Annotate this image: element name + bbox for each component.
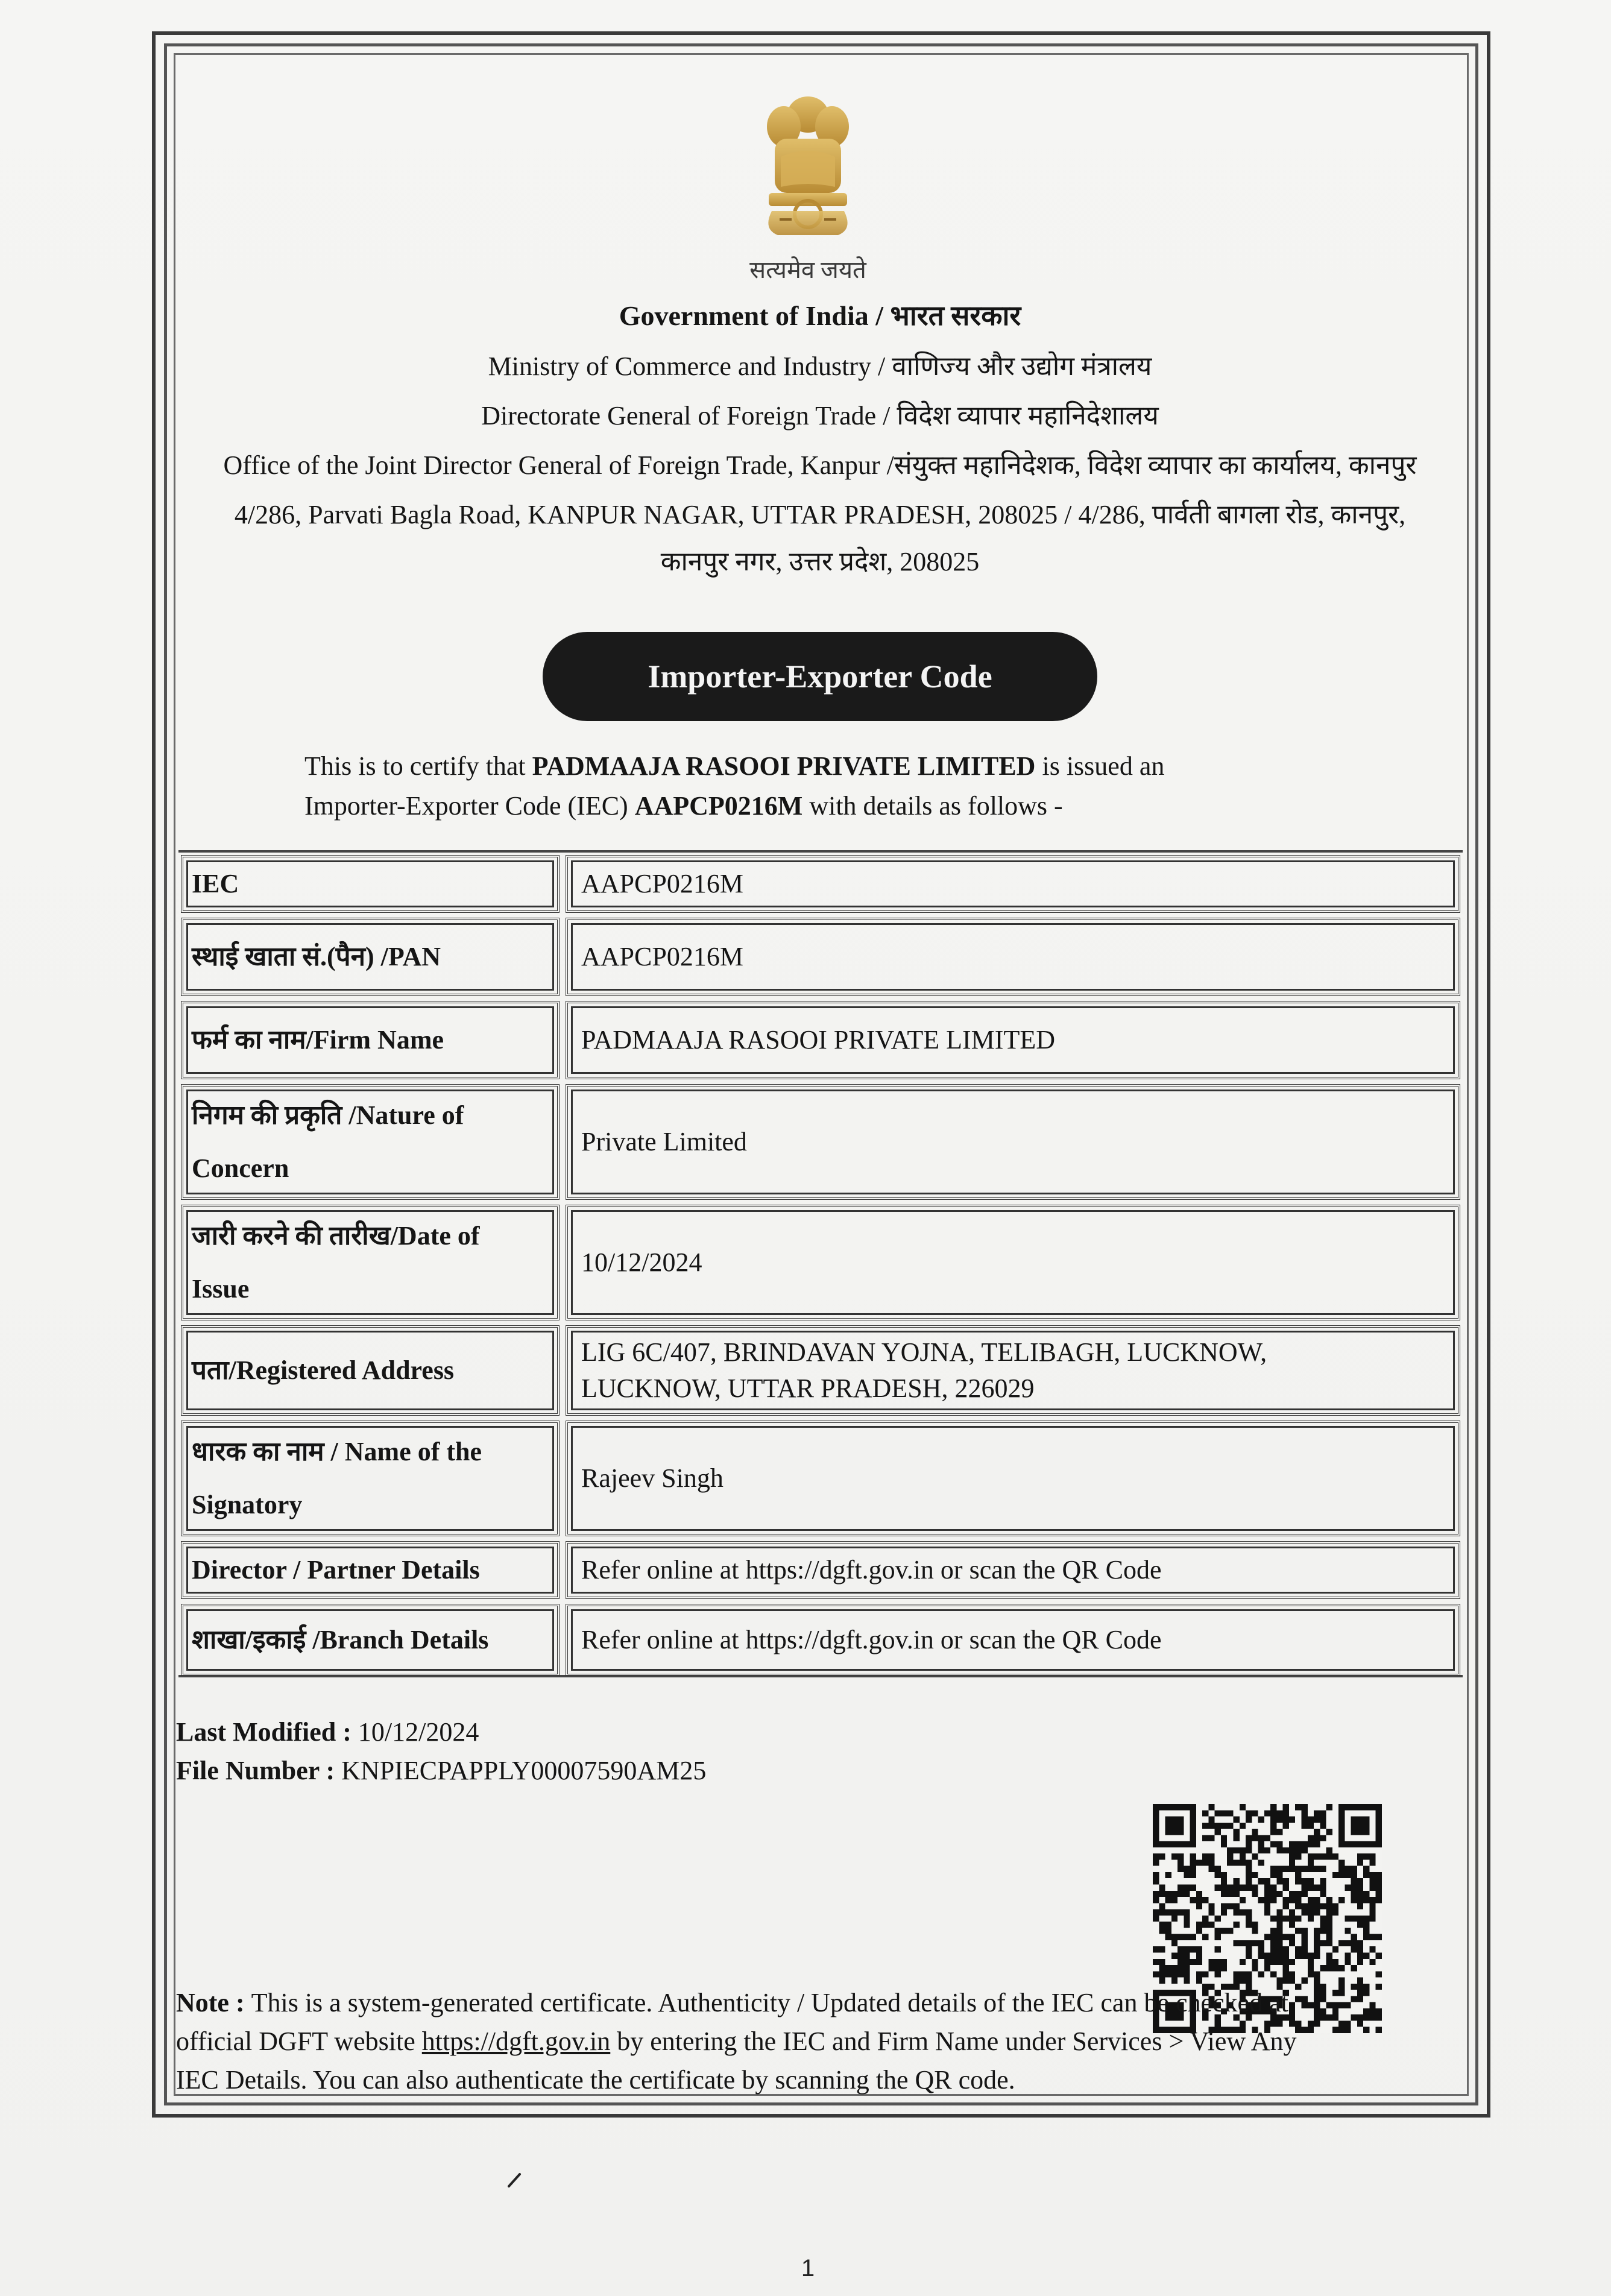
row-value: Refer online at https://dgft.gov.in or scan the QR Code — [566, 1541, 1460, 1599]
row-label: Director / Partner Details — [181, 1541, 560, 1599]
note-block: Note : This is a system-generated certificate. Authenticity / Updated details of the IEC can be checked at official DGFT website https://dgft.gov.in by entering the IEC and Firm Name under Services > View Any IEC Details. You can also authenticate the certificate by scanning the QR code. — [176, 1988, 1297, 2095]
table-row-pan — [181, 918, 1460, 996]
table-row-signatory — [181, 1421, 1460, 1536]
row-label: IEC — [181, 855, 560, 913]
row-value: 10/12/2024 — [566, 1205, 1460, 1320]
directorate-heading: Directorate General of Foreign Trade / विदेश व्यापार महानिदेशालय — [481, 401, 1159, 430]
office-address-line1: 4/286, Parvati Bagla Road, KANPUR NAGAR, UTTAR PRADESH, 208025 / 4/286, पार्वती बागला रोड, कानपुर, — [234, 500, 1406, 529]
certified-firm-name: PADMAAJA RASOOI PRIVATE LIMITED — [532, 751, 1036, 781]
ministry-heading: Ministry of Commerce and Industry / वाणिज्य और उद्योग मंत्रालय — [488, 352, 1152, 381]
row-value: Refer online at https://dgft.gov.in or scan the QR Code — [566, 1604, 1460, 1676]
pen-mark-icon — [506, 2171, 525, 2189]
row-label: जारी करने की तारीख/Date of Issue — [181, 1205, 560, 1320]
office-address-line2: कानपुर नगर, उत्तर प्रदेश, 208025 — [660, 547, 980, 576]
table-row-date-of-issue — [181, 1205, 1460, 1320]
table-row-nature-of-concern — [181, 1084, 1460, 1200]
last-modified: Last Modified : 10/12/2024 — [176, 1717, 479, 1747]
office-heading: Office of the Joint Director General of Foreign Trade, Kanpur /संयुक्त महानिदेशक, विदेश व्यापार का कार्यालय, कानपुर — [223, 450, 1417, 480]
government-heading: Government of India / भारत सरकार — [619, 300, 1021, 331]
table-row-registered-address — [181, 1325, 1460, 1416]
row-value: Rajeev Singh — [566, 1421, 1460, 1536]
row-label: फर्म का नाम/Firm Name — [181, 1001, 560, 1079]
row-value: Private Limited — [566, 1084, 1460, 1200]
certified-iec: AAPCP0216M — [634, 791, 803, 821]
row-value: PADMAAJA RASOOI PRIVATE LIMITED — [566, 1001, 1460, 1079]
dgft-website-link[interactable]: https://dgft.gov.in — [421, 2026, 611, 2056]
row-label: पता/Registered Address — [181, 1325, 560, 1416]
row-value: LIG 6C/407, BRINDAVAN YOJNA, TELIBAGH, LUCKNOW, LUCKNOW, UTTAR PRADESH, 226029 — [566, 1325, 1460, 1416]
row-value: AAPCP0216M — [566, 855, 1460, 913]
row-label: शाखा/इकाई /Branch Details — [181, 1604, 560, 1676]
file-number: File Number : KNPIECPAPPLY00007590AM25 — [176, 1756, 707, 1785]
table-row-branch-details — [181, 1604, 1460, 1676]
row-label: स्थाई खाता सं.(पैन) /PAN — [181, 918, 560, 996]
table-row-director-details — [181, 1541, 1460, 1599]
row-value: AAPCP0216M — [566, 918, 1460, 996]
emblem-motto: सत्यमेव जयते — [749, 256, 866, 283]
row-label: धारक का नाम / Name of the Signatory — [181, 1421, 560, 1536]
national-emblem-icon — [751, 90, 865, 271]
table-row-iec — [181, 855, 1460, 913]
row-label: निगम की प्रकृति /Nature of Concern — [181, 1084, 560, 1200]
certificate-title: Importer-Exporter Code — [543, 632, 1097, 721]
table-row-firm-name — [181, 1001, 1460, 1079]
certify-statement: This is to certify that PADMAAJA RASOOI PRIVATE LIMITED is issued an Importer-Exporter Code (IEC) AAPCP0216M with details as follows - — [304, 751, 1165, 821]
page-number: 1 — [801, 2255, 815, 2282]
